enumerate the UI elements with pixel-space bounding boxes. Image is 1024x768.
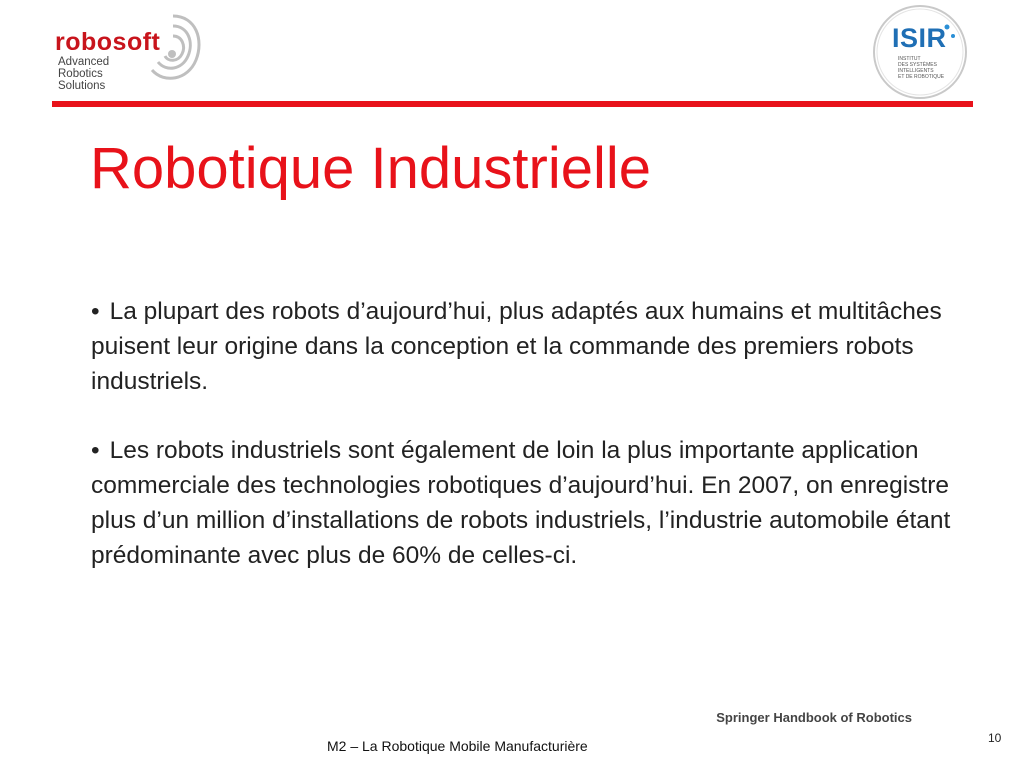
isir-subtitle-line: INTELLIGENTS <box>898 68 934 74</box>
isir-subtitle <box>898 56 958 80</box>
tagline-line: Advanced <box>58 56 110 68</box>
isir-subtitle-line: INSTITUT <box>898 56 921 62</box>
source-citation: Springer Handbook of Robotics <box>716 710 912 725</box>
isir-wordmark-part: IR <box>918 23 947 53</box>
isir-subtitle-line: ET DE ROBOTIQUE <box>898 74 945 80</box>
isir-wordmark-part: IS <box>892 23 919 53</box>
page-number: 10 <box>988 731 1002 745</box>
robosoft-tagline <box>58 56 109 92</box>
robosoft-wordmark: robosoft <box>55 28 161 56</box>
bullet-item <box>91 294 961 399</box>
slide-title: Robotique Industrielle <box>90 136 652 201</box>
bullet-icon: • <box>91 437 100 464</box>
isir-logo <box>870 3 970 101</box>
footer-course-title: M2 – La Robotique Mobile Manufacturière <box>327 738 588 754</box>
bullet-text: La plupart des robots d’aujourd’hui, plus adaptés aux humains et multitâches puisent leur origine dans la conception et la commande des premiers robots industriels. <box>91 298 942 395</box>
header-divider <box>52 101 973 107</box>
tagline-line: Solutions <box>58 80 106 92</box>
bullet-item <box>91 433 961 573</box>
bullet-icon: • <box>91 298 100 325</box>
isir-wordmark <box>892 25 947 52</box>
robosoft-logo <box>52 8 212 90</box>
bullet-text: Les robots industriels sont également de loin la plus importante application commerciale des technologies robotiques d’aujourd’hui. En 2007, on enregistre plus d’un million d’installations de robots industriels, l’industrie automobile étant prédominante avec plus de 60% de celles-ci. <box>91 437 951 569</box>
tagline-line: Robotics <box>58 68 103 80</box>
isir-subtitle-line: DES SYSTÈMES <box>898 62 937 68</box>
slide-body <box>91 294 961 573</box>
